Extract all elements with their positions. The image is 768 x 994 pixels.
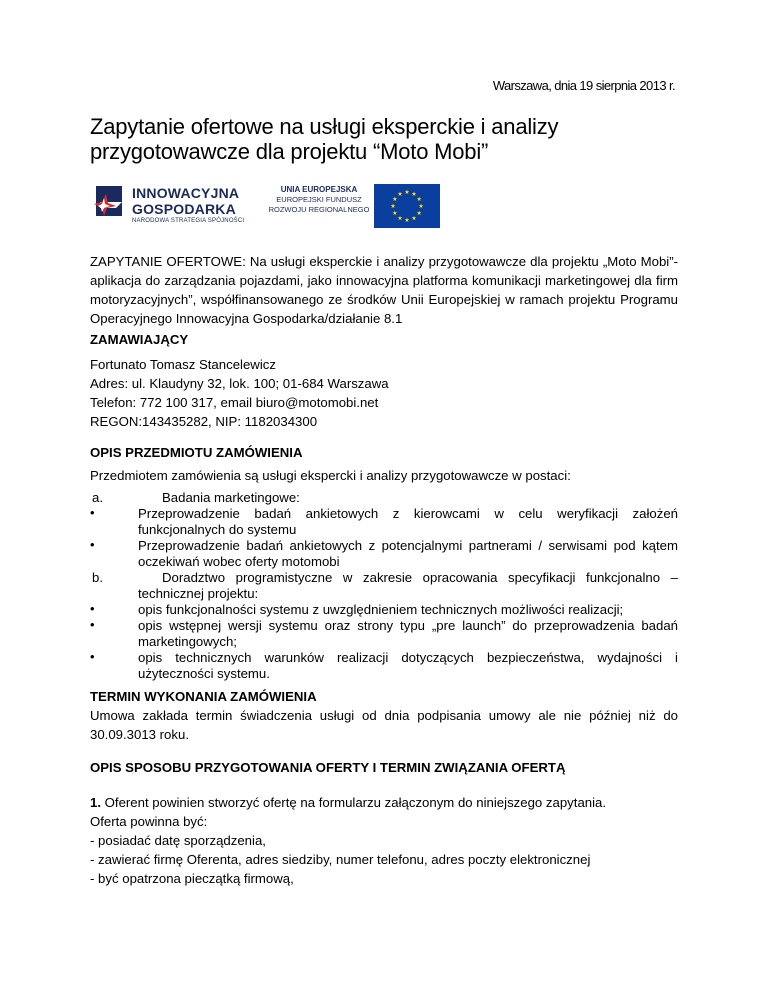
zamawiajacy-regon: REGON:143435282, NIP: 1182034300 (90, 414, 318, 429)
opis-section (90, 443, 678, 485)
list-item-a (90, 490, 678, 506)
list-item-a1 (90, 506, 678, 538)
list-item-b (90, 570, 678, 602)
opis-lead: Przedmiotem zamówienia są usługi ekspercki i analizy przygotowawcze w postaci: (90, 468, 571, 483)
sposob-p5: - być opatrzona pieczątką firmową, (90, 871, 294, 886)
sposob-p1-number: 1. (90, 795, 101, 810)
list-text-b: Doradztwo programistyczne w zakresie opracowania specyfikacji funkcjonalno – technicznej projektu: (138, 570, 678, 601)
sposob-p2: Oferta powinna być: (90, 814, 208, 829)
bullet-icon: • (90, 505, 95, 520)
zamawiajacy-address: Adres: ul. Klaudyny 32, lok. 100; 01-684 Warszawa (90, 376, 389, 391)
sposob-section (90, 758, 678, 888)
sposob-p1 (90, 793, 678, 812)
sposob-p1-text: Oferent powinien stworzyć ofertę na formularzu załączonym do niniejszego zapytania. (101, 795, 607, 810)
termin-heading: TERMIN WYKONANIA ZAMÓWIENIA (90, 689, 317, 704)
list-text-b2: opis wstępnej wersji systemu oraz strony typu „pre launch” do przeprowadzenia badań marketingowych; (138, 618, 678, 649)
list-text-b3: opis technicznych warunków realizacji dotyczących bezpieczeństwa, wydajności i użyteczności systemu. (138, 650, 678, 681)
ue-text-block (268, 184, 370, 215)
ig-line2: GOSPODARKA (132, 201, 236, 217)
eu-flag-icon (374, 184, 440, 228)
ue-line2: EUROPEJSKI FUNDUSZ (276, 195, 362, 204)
list-mark-a: a. (92, 490, 103, 505)
list-text-a1: Przeprowadzenie badań ankietowych z kierowcami w celu weryfikacji założeń funkcjonalnych do systemu (138, 506, 678, 537)
list-item-a2 (90, 538, 678, 570)
opis-list (90, 490, 678, 682)
sposob-heading: OPIS SPOSOBU PRZYGOTOWANIA OFERTY I TERMIN ZWIĄZANIA OFERTĄ (90, 760, 566, 775)
intro-paragraph: ZAPYTANIE OFERTOWE: Na usługi eksperckie i analizy przygotowawcze dla projektu „Moto Mobi”- aplikacja do zarządzania pojazdami, jako innowacyjna platforma komunikacji marketingowej dla firm motoryzacyjnych”, współfinansowanego ze środków Unii Europejskiej w ramach projektu Programu Operacyjnego Innowacyjna Gospodarka/działanie 8.1 (90, 254, 678, 326)
list-item-b3 (90, 650, 678, 682)
list-item-b2 (90, 618, 678, 650)
bullet-icon: • (90, 617, 95, 632)
opis-heading: OPIS PRZEDMIOTU ZAMÓWIENIA (90, 445, 303, 460)
ig-star-icon (90, 182, 130, 222)
list-text-a: Badania marketingowe: (162, 490, 300, 505)
list-text-a2: Przeprowadzenie badań ankietowych z potencjalnymi partnerami / serwisami pod kątem oczekiwań wobec oferty motomobi (138, 538, 678, 569)
list-item-b1 (90, 602, 678, 618)
document-title: Zapytanie ofertowe na usługi eksperckie i analizy przygotowawcze dla projektu “Moto Mobi” (90, 114, 559, 164)
innowacyjna-gospodarka-logo (90, 180, 270, 240)
list-mark-b: b. (92, 570, 103, 585)
termin-section (90, 687, 678, 744)
zamawiajacy-section (90, 330, 678, 431)
unia-europejska-logo (268, 184, 448, 232)
logos-banner (90, 176, 450, 242)
zamawiajacy-name: Fortunato Tomasz Stancelewicz (90, 357, 276, 372)
sposob-p3: - posiadać datę sporządzenia, (90, 833, 266, 848)
ue-line1: UNIA EUROPEJSKA (280, 185, 358, 194)
zamawiajacy-heading: ZAMAWIAJĄCY (90, 332, 189, 347)
ue-line3: ROZWOJU REGIONALNEGO (268, 205, 370, 214)
date-line: Warszawa, dnia 19 sierpnia 2013 r. (492, 78, 675, 93)
list-text-b1: opis funkcjonalności systemu z uwzględnieniem technicznych możliwości realizacji; (138, 602, 624, 617)
bullet-icon: • (90, 649, 95, 664)
ig-line3: NARODOWA STRATEGIA SPÓJNOŚCI (132, 218, 245, 224)
sposob-p4: - zawierać firmę Oferenta, adres siedziby, numer telefonu, adres poczty elektronicznej (90, 852, 591, 867)
termin-text: Umowa zakłada termin świadczenia usługi od dnia podpisania umowy ale nie później niż do 30.09.3013 roku. (90, 708, 678, 742)
zamawiajacy-phone: Telefon: 772 100 317, email biuro@motomobi.net (90, 395, 379, 410)
bullet-icon: • (90, 537, 95, 552)
ig-line1: INNOWACYJNA (132, 185, 240, 201)
bullet-icon: • (90, 601, 95, 616)
